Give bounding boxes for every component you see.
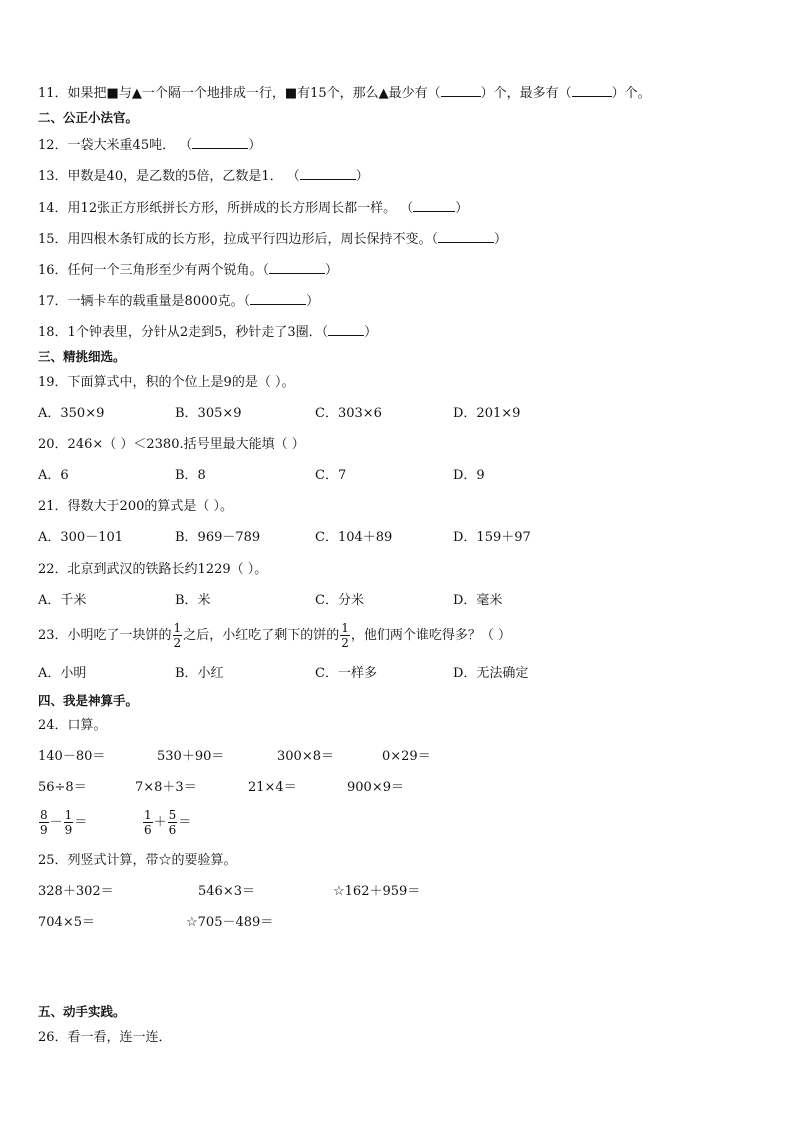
q24-f1-equals: ＝ [74, 815, 88, 830]
q23-frac1-numerator: 1 [173, 621, 182, 635]
q24-f2-frac-b [168, 808, 178, 837]
q23-fraction-2 [340, 621, 350, 650]
q24-fraction-calc-2 [142, 806, 191, 840]
q11-text-1: 11．如果把■与▲一个隔一个地排成一行，■有15个，那么▲最少有（ [38, 86, 441, 101]
q24-f1-den-a: 9 [40, 823, 48, 837]
q24-fraction-calc-1 [38, 806, 87, 840]
q11-blank-max[interactable] [572, 83, 612, 97]
q13-blank[interactable] [300, 166, 356, 180]
q19-option-d[interactable]: D．201×9 [453, 406, 521, 421]
question-15 [38, 229, 507, 249]
question-11 [38, 83, 651, 103]
q25-calc-3: ☆162＋959＝ [333, 884, 421, 899]
q21-option-a[interactable]: A．300－101 [38, 530, 124, 545]
q25-calc-1: 328＋302＝ [38, 884, 114, 899]
q23-text-3: ，他们两个谁吃得多？（ ） [350, 628, 511, 643]
q14-end: ） [455, 201, 469, 216]
q11-text-2: ）个，最多有（ [480, 86, 572, 101]
q16-blank[interactable] [269, 260, 325, 274]
q15-blank[interactable] [438, 229, 494, 243]
q24-calc-2: 530＋90＝ [157, 749, 225, 764]
q21-option-c[interactable]: C．104＋89 [315, 530, 393, 545]
q25-calc-2: 546×3＝ [198, 884, 255, 899]
section-4-heading: 四、我是神算手。 [38, 693, 139, 708]
q24-f2-num-b: 5 [168, 808, 177, 822]
q13-text: 13．甲数是40，是乙数的5倍，乙数是1． （ [38, 169, 300, 184]
q23-option-c[interactable]: C．一样多 [315, 666, 377, 681]
q12-end: ） [248, 138, 262, 153]
question-23 [38, 619, 511, 653]
question-19: 19．下面算式中，积的个位上是9的是（ ）。 [38, 375, 295, 390]
q20-option-c[interactable]: C．7 [315, 468, 347, 483]
question-21: 21．得数大于200的算式是（ ）。 [38, 499, 233, 514]
q14-blank[interactable] [413, 198, 455, 212]
q23-frac1-denominator: 2 [173, 636, 182, 650]
section-3-heading: 三、精挑细选。 [38, 349, 126, 364]
q12-blank[interactable] [192, 135, 248, 149]
q17-text: 17．一辆卡车的载重量是8000克。（ [38, 294, 251, 309]
q24-calc-1: 140－80＝ [38, 749, 106, 764]
q24-calc-3: 300×8＝ [277, 749, 334, 764]
q21-option-d[interactable]: D．159＋97 [453, 530, 531, 545]
q14-text: 14．用12张正方形纸拼长方形，所拼成的长方形周长都一样。 （ [38, 201, 414, 216]
q24-calc-8: 900×9＝ [347, 780, 404, 795]
section-2-heading: 二、公正小法官。 [38, 110, 139, 125]
q24-f1-operator: － [49, 815, 63, 830]
q20-option-a[interactable]: A．6 [38, 468, 69, 483]
q25-calc-5: ☆705－489＝ [186, 915, 274, 930]
q11-blank-min[interactable] [441, 83, 481, 97]
q23-option-b[interactable]: B．小红 [175, 666, 224, 681]
q15-text: 15．用四根木条钉成的长方形，拉成平行四边形后，周长保持不变。（ [38, 232, 439, 247]
q19-option-a[interactable]: A．350×9 [38, 406, 105, 421]
question-14 [38, 198, 468, 218]
q24-f1-num-b: 1 [64, 808, 73, 822]
q19-option-b[interactable]: B．305×9 [175, 406, 242, 421]
q24-calc-4: 0×29＝ [382, 749, 431, 764]
q23-text-1: 23．小明吃了一块饼的 [38, 628, 172, 643]
q11-text-3: ）个。 [611, 86, 651, 101]
q20-option-d[interactable]: D．9 [453, 468, 485, 483]
q24-f2-equals: ＝ [178, 815, 192, 830]
q24-f2-den-a: 6 [144, 823, 152, 837]
q21-option-b[interactable]: B．969－789 [175, 530, 261, 545]
q17-end: ） [306, 294, 320, 309]
q24-calc-6: 7×8＋3＝ [135, 780, 197, 795]
q13-end: ） [355, 169, 369, 184]
q19-option-c[interactable]: C．303×6 [315, 406, 382, 421]
q23-option-d[interactable]: D．无法确定 [453, 666, 529, 681]
question-12 [38, 135, 261, 155]
q16-end: ） [325, 263, 339, 278]
q22-option-b[interactable]: B．米 [175, 593, 211, 608]
question-17 [38, 291, 319, 311]
q12-text: 12．一袋大米重45吨． （ [38, 138, 193, 153]
q25-calc-4: 704×5＝ [38, 915, 95, 930]
q16-text: 16．任何一个三角形至少有两个锐角。（ [38, 263, 270, 278]
q24-f1-num-a: 8 [40, 808, 48, 822]
question-24: 24．口算。 [38, 718, 107, 733]
q24-f2-den-b: 6 [168, 823, 177, 837]
question-20: 20．246×（ ）＜2380.括号里最大能填（ ） [38, 437, 305, 452]
q24-f2-num-a: 1 [144, 808, 152, 822]
question-25: 25．列竖式计算，带☆的要验算。 [38, 853, 237, 868]
q22-option-a[interactable]: A．千米 [38, 593, 87, 608]
q24-calc-7: 21×4＝ [248, 780, 297, 795]
q24-f2-frac-a [143, 808, 153, 837]
q24-f1-frac-b [64, 808, 74, 837]
question-18 [38, 322, 377, 342]
q20-option-b[interactable]: B．8 [175, 468, 206, 483]
question-26: 26．看一看，连一连． [38, 1030, 172, 1045]
q24-f1-frac-a [39, 808, 49, 837]
q15-end: ） [494, 232, 508, 247]
question-16 [38, 260, 338, 280]
q22-option-c[interactable]: C．分米 [315, 593, 364, 608]
q23-text-2: 之后，小红吃了剩下的饼的 [183, 628, 340, 643]
q23-frac2-numerator: 1 [341, 621, 349, 635]
q22-option-d[interactable]: D．毫米 [453, 593, 503, 608]
question-22: 22．北京到武汉的铁路长约1229（ ）。 [38, 562, 268, 577]
q18-blank[interactable] [328, 322, 364, 336]
q18-text: 18．1个钟表里，分针从2走到5，秒针走了3圈．（ [38, 325, 329, 340]
q23-fraction-1 [173, 621, 183, 650]
q24-f1-den-b: 9 [64, 823, 73, 837]
q23-frac2-denominator: 2 [341, 636, 349, 650]
question-13 [38, 166, 369, 186]
section-5-heading: 五、动手实践。 [38, 1004, 126, 1019]
q24-calc-5: 56÷8＝ [38, 780, 87, 795]
q17-blank[interactable] [250, 291, 306, 305]
q23-option-a[interactable]: A．小明 [38, 666, 87, 681]
q24-f2-operator: ＋ [153, 815, 167, 830]
q18-end: ） [364, 325, 378, 340]
